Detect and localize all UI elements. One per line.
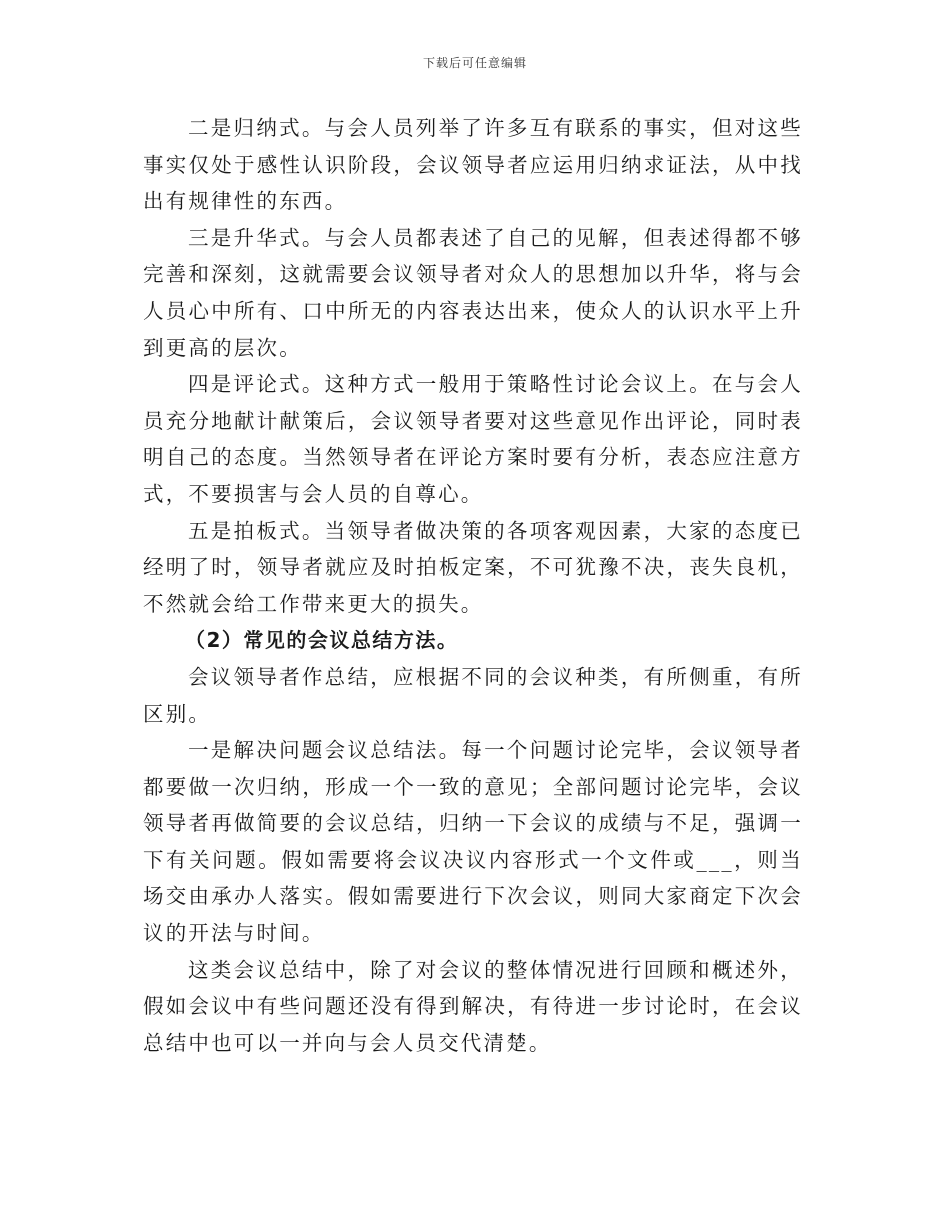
paragraph-inductive: 二是归纳式。与会人员列举了许多互有联系的事实，但对这些事实仅处于感性认识阶段，会议领导者应运用归纳求证法，从中找出有规律性的东西。 — [143, 116, 803, 214]
page-header: 下载后可任意编辑 — [422, 56, 527, 70]
paragraph-commentary: 四是评论式。这种方式一般用于策略性讨论会议上。在与会人员充分地献计献策后，会议领导者要对这些意见作出评论，同时表明自己的态度。当然领导者在评论方案时要有分析，表态应注意方式，不要损害与会人员的自尊心。 — [143, 372, 803, 506]
paragraph-summary-note: 这类会议总结中，除了对会议的整体情况进行回顾和概述外，假如会议中有些问题还没有得到解决，有待进一步讨论时，在会议总结中也可以一并向与会人员交代清楚。 — [143, 957, 803, 1055]
paragraph-sublimation: 三是升华式。与会人员都表述了自己的见解，但表述得都不够完善和深刻，这就需要会议领导者对众人的思想加以升华，将与会人员心中所有、口中所无的内容表达出来，使众人的认识水平上升到更高的层次。 — [143, 225, 803, 360]
paragraph-summary-intro: 会议领导者作总结，应根据不同的会议种类，有所侧重，有所区别。 — [143, 664, 803, 726]
paragraph-decision: 五是拍板式。当领导者做决策的各项客观因素，大家的态度已经明了时，领导者就应及时拍板定案，不可犹豫不决，丧失良机，不然就会给工作带来更大的损失。 — [143, 518, 803, 616]
paragraph-problem-solving: 一是解决问题会议总结法。每一个问题讨论完毕，会议领导者都要做一次归纳，形成一个一致的意见；全部问题讨论完毕，会议领导者再做简要的会议总结，归纳一下会议的成绩与不足，强调一下有关问题。假如需要将会议决议内容形式一个文件或___，则当场交由承办人落实。假如需要进行下次会议，则同大家商定下次会议的开法与时间。 — [143, 738, 803, 946]
section-heading: （2）常见的会议总结方法。 — [185, 628, 459, 653]
document-body — [143, 110, 803, 1061]
